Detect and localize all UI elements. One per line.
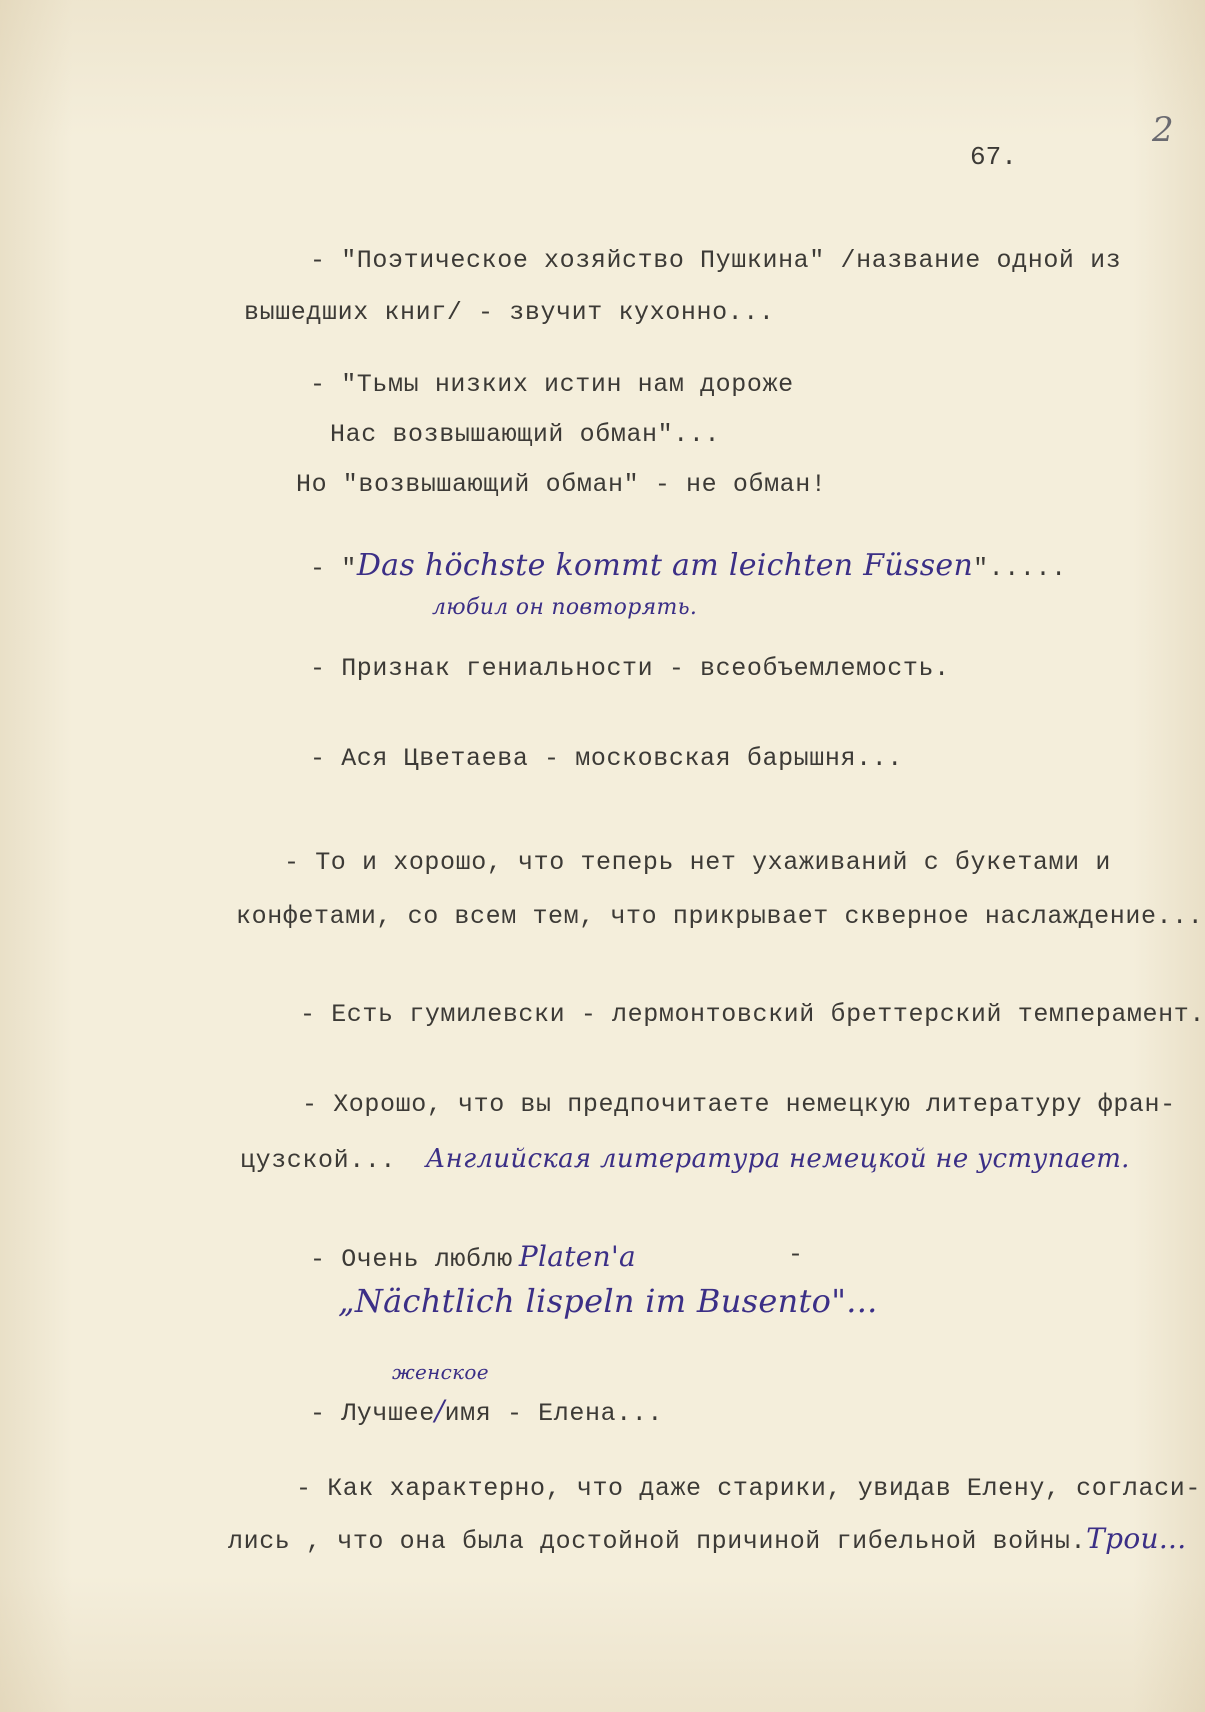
entry-3-handwritten-note: любил он повторять. [432,595,698,620]
entry-11-line-2 [228,1522,1186,1556]
entry-3-line [310,548,1067,583]
entry-10-typed-before: - Лучшее [310,1399,435,1428]
entry-6-line-1: - То и хорошо, что теперь нет ухаживаний с букетами и [284,848,1111,877]
entry-3-prefix: - " [310,554,357,583]
entry-5-line: - Ася Цветаева - московская барышня... [310,744,903,773]
entry-1-line-2: вышедших книг/ - звучит кухонно... [244,298,775,327]
entry-11-handwritten: Трои... [1086,1522,1187,1555]
entry-8-handwritten: Английская литература немецкой не уступает. [425,1144,1130,1174]
entry-8-line-1: - Хорошо, что вы предпочитаете немецкую литературу фран- [302,1090,1176,1119]
corner-page-mark: 2 [1152,110,1174,150]
entry-9-dash: - [788,1240,804,1269]
entry-2-line-3: Но "возвышающий обман" - не обман! [296,470,827,499]
entry-9-handwritten-quote: „Nächtlich lispeln im Busento"... [338,1282,878,1320]
entry-10-handwritten-insert: женское [392,1360,489,1384]
entry-10-caret: / [434,1394,445,1427]
entry-2-line-2: Нас возвышающий обман"... [330,420,721,449]
entry-10-typed-after: имя - Елена... [444,1399,663,1428]
entry-3-handwritten-quote: Das höchste kommt am leichten Füssen [356,548,974,583]
entry-4-line: - Признак гениальности - всеобъемлемость. [310,654,950,683]
entry-10-line [310,1394,663,1428]
entry-6-line-2: конфетами, со всем тем, что прикрывает скверное наслаждение... [236,902,1204,931]
entry-7-line: - Есть гумилевски - лермонтовский бреттерский темперамент. [300,1000,1205,1029]
entry-2-line-1: - "Тьмы низких истин нам дороже [310,370,794,399]
entry-1-line-1: - "Поэтическое хозяйство Пушкина" /название одной из [310,246,1122,275]
entry-11-line-1: - Как характерно, что даже старики, увидав Елену, согласи- [296,1474,1201,1503]
page-number: 67. [970,142,1017,172]
entry-8-typed: цузской... [240,1146,397,1175]
entry-3-suffix: "..... [973,554,1067,583]
entry-9-typed: - Очень люблю [310,1245,513,1274]
entry-9-handwritten-name: Platen'a [518,1240,636,1273]
entry-9-line-1 [310,1240,636,1274]
entry-11-typed: лись , что она была достойной причиной гибельной войны. [228,1527,1087,1556]
entry-8-line-2 [240,1144,1130,1175]
